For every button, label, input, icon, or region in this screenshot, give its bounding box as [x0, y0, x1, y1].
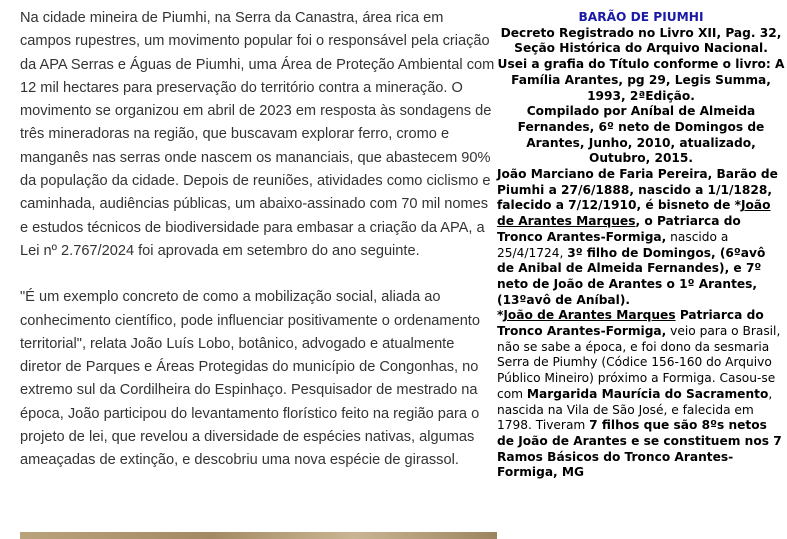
patriarch-text: veio para o Brasil, não se sabe a época, e foi dono da sesmaria Serra de Piumhy (Códice 156-160 do Arquivo Público Mineiro) próximo a Formiga. Casou-se com — [497, 324, 781, 401]
bio-text: , o Patriarca do Tronco Arantes-Formiga, — [497, 214, 741, 244]
article-paragraph-quote: "É um exemplo concreto de como a mobilização social, aliada ao conhecimento científico, pode influenciar positivamente o ordenamento territorial", relata João Luís Lobo, botânico, advogado e atualmente diretor de Parques e Áreas Protegidas do município de Congonhas, no extremo sul da Cordilheira do Espinhaço. Pesquisador de mestrado na época, João participou do levantamento florístico feito na região para o projeto de lei, que revelou a diversidade de espécies nativas, algumas ameaçadas de extinção, e descobriu uma nova espécie de girassol. — [20, 289, 480, 469]
patriarch-title: Patriarca do Tronco Arantes-Formiga, — [497, 308, 764, 339]
genealogy-sidebar — [497, 10, 785, 481]
article-photo — [20, 532, 497, 539]
patriarch-star: * — [497, 308, 504, 323]
baron-biography — [497, 167, 785, 308]
patriarch-link[interactable]: João de Arantes Marques — [503, 308, 676, 323]
article-paragraph: Na cidade mineira de Piumhi, na Serra da Canastra, área rica em campos rupestres, um movimento popular foi o responsável pela criação da APA Serras e Águas de Piumhi, uma Área de Proteção Ambiental com 12 mil hectares para preservação do território contra a mineração. O movimento se organizou em abril de 2023 em resposta às sondagens de três mineradoras na região, que buscavam explorar ferro, cromo e manganês nas serras onde nascem os mananciais, que abastecem 90% da população da cidade. Depois de reuniões, atividades como ciclismo e caminhada, audiências públicas, um abaixo-assinado com 70 mil nomes e estudos técnicos de biodiversidade para embasar a criação da APA, a Lei nº 2.767/2024 foi aprovada em setembro do ano seguinte. — [20, 10, 495, 259]
bio-birth: nascido a 25/4/1724, — [497, 229, 729, 260]
decree-note: Decreto Registrado no Livro XII, Pag. 32, Seção Histórica do Arquivo Nacional. — [500, 25, 782, 56]
compiled-by-note: Compilado por Aníbal de Almeida Fernandes, 6º neto de Domingos de Arantes, Junho, 2010, atualizado, Outubro, 2015. — [517, 104, 765, 166]
bio-text: João Marciano de Faria Pereira, Barão de Piumhi a 27/6/1888, nascido a 1/1/1828, falecido a 7/12/1910, é bisneto de * — [497, 167, 778, 213]
patriarch-entry — [497, 308, 785, 481]
spelling-note: Usei a grafia do Título conforme o livro: A Família Arantes, pg 29, Legis Summa, 1993, 2ªEdição. — [497, 57, 785, 103]
spouse-name: Margarida Maurícia do Sacramento — [526, 386, 769, 401]
bio-text: 3º filho de Domingos, (6ºavô de Anibal de Almeida Fernandes), e 7º neto de João de Arantes o 1º Arantes, (13ºavô de Aníbal). — [497, 245, 766, 307]
sidebar-title: BARÃO DE PIUMHI — [578, 10, 704, 24]
patriarch-text: , nascida na Vila de São José, e falecida em 1798. Tiveram — [497, 386, 773, 433]
patriarch-link[interactable]: João de Arantes Marques — [497, 198, 771, 229]
article-column — [20, 7, 495, 473]
children-note: 7 filhos que são 8ºs netos de João de Arantes e se constituem nos 7 Ramos Básicos do Tronco Arantes-Formiga, MG — [497, 418, 782, 480]
